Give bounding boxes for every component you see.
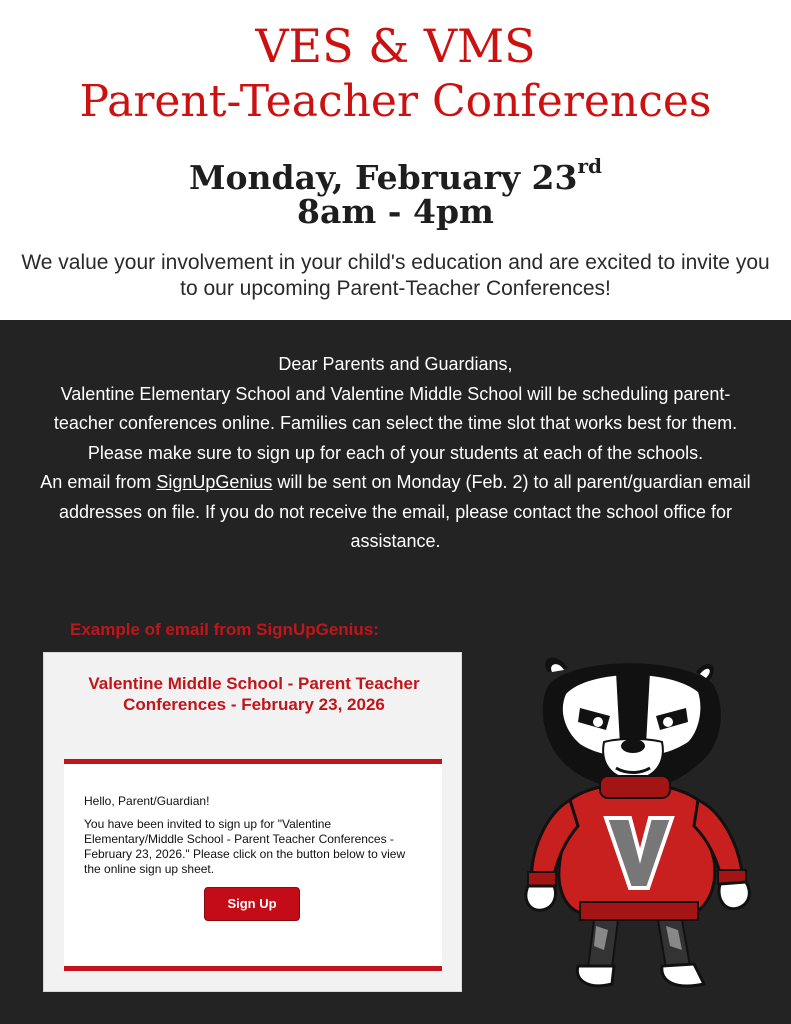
email-body bbox=[64, 764, 442, 966]
letter-p2-before: An email from bbox=[40, 472, 157, 492]
page-title-line2: Parent-Teacher Conferences bbox=[79, 76, 712, 127]
example-label: Example of email from SignUpGenius: bbox=[70, 620, 379, 639]
intro-text: We value your involvement in your child's education and are excited to invite you to our upcoming Parent-Teacher Conferences! bbox=[21, 251, 770, 300]
letter-section bbox=[0, 320, 791, 1024]
page-title-line1: VES & VMS bbox=[255, 19, 536, 73]
event-time: 8am - 4pm bbox=[297, 192, 494, 231]
email-greeting: Hello, Parent/Guardian! bbox=[84, 794, 210, 808]
letter-body bbox=[40, 350, 751, 557]
badger-mascot-icon bbox=[508, 650, 758, 1000]
letter-p2-after: will be sent on Monday (Feb. 2) to all parent/guardian email addresses on file. If you do not receive the email, please contact the school office for assistance. bbox=[58, 472, 751, 551]
event-date-text: Monday, February 23 bbox=[189, 158, 578, 197]
event-date-suffix: rd bbox=[577, 154, 602, 178]
letter-salutation: Dear Parents and Guardians, bbox=[278, 354, 513, 374]
email-example bbox=[43, 652, 462, 992]
signupgenius-link[interactable]: SignUpGenius bbox=[156, 472, 273, 492]
letter-paragraph-2 bbox=[40, 468, 751, 557]
header-section bbox=[0, 0, 791, 320]
email-title: Valentine Middle School - Parent Teacher Conferences - February 23, 2026 bbox=[88, 674, 420, 714]
email-message: You have been invited to sign up for "Valentine Elementary/Middle School - Parent Teacher Conferences - February 23, 2026." Please click on the button below to view the online sign up sheet. bbox=[84, 817, 406, 876]
email-divider-bottom bbox=[64, 966, 442, 971]
sign-up-button[interactable]: Sign Up bbox=[204, 887, 300, 921]
letter-paragraph-1: Valentine Elementary School and Valentine Middle School will be scheduling parent-teacher conferences online. Families can select the time slot that works best for them. Please make sure to sign up for each of your students at each of the schools. bbox=[53, 383, 738, 463]
